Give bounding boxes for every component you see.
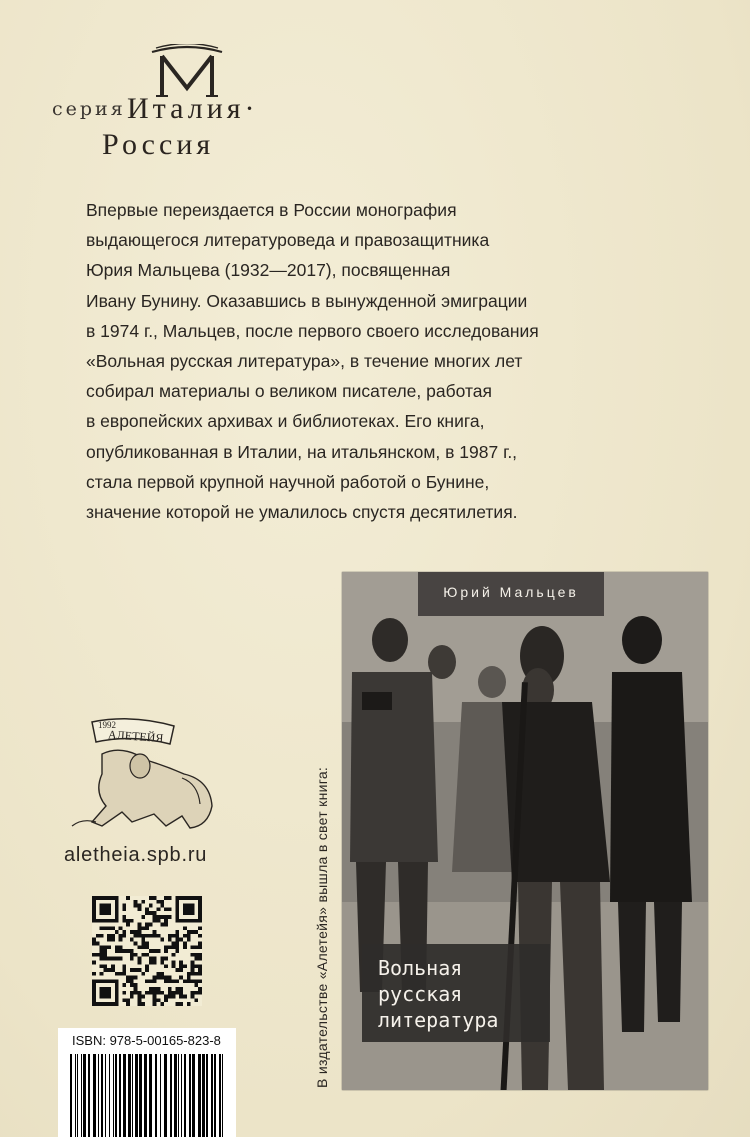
description-line: в европейских архивах и библиотеках. Его книга, [86, 411, 485, 432]
description-line: Юрия Мальцева (1932—2017), посвященная [86, 260, 451, 281]
description-line: значение которой не умалилось спустя десятилетия. [86, 502, 518, 523]
cover-title [378, 955, 548, 1033]
description-line: собирал материалы о великом писателе, работая [86, 381, 493, 402]
related-book-caption: В издательстве «Алетейя» вышла в свет книга: [314, 766, 330, 1088]
publisher-lion-logo-icon [62, 714, 222, 836]
related-book-cover [342, 572, 708, 1090]
isbn-barcode-box [58, 1028, 236, 1137]
logo-name: АЛЕТЕЙЯ [107, 727, 164, 746]
series-title-russia: Россия [102, 128, 215, 161]
barcode-icon [68, 1054, 228, 1137]
cover-title-line: Вольная [378, 956, 463, 980]
description-line: в 1974 г., Мальцев, после первого своего исследования [86, 320, 539, 341]
cover-title-line: литература [378, 1008, 499, 1032]
series-title-italy: Италия· [127, 92, 259, 125]
description-line: выдающегося литературоведа и правозащитника [86, 230, 490, 251]
description-line: Впервые переиздается в России монография [86, 200, 457, 220]
series-title-block [0, 92, 290, 172]
cover-author: Юрий Мальцев [443, 584, 579, 600]
description-line: «Вольная русская литература», в течение многих лет [86, 351, 523, 372]
cover-title-line: русская [378, 982, 463, 1006]
logo-year: 1992 [98, 720, 116, 730]
description-line: опубликованная в Италии, на итальянском, в 1987 г., [86, 441, 518, 462]
description-line: Ивану Бунину. Оказавшись в вынужденной эмиграции [86, 290, 528, 311]
qr-code-icon[interactable] [92, 896, 202, 1006]
description-line: стала первой крупной научной работой о Бунине, [86, 471, 490, 492]
isbn-text: ISBN: 978-5-00165-823-8 [72, 1033, 221, 1048]
publisher-website-link[interactable]: aletheia.spb.ru [64, 844, 208, 866]
series-label: серия [52, 98, 126, 120]
book-description [86, 195, 646, 527]
